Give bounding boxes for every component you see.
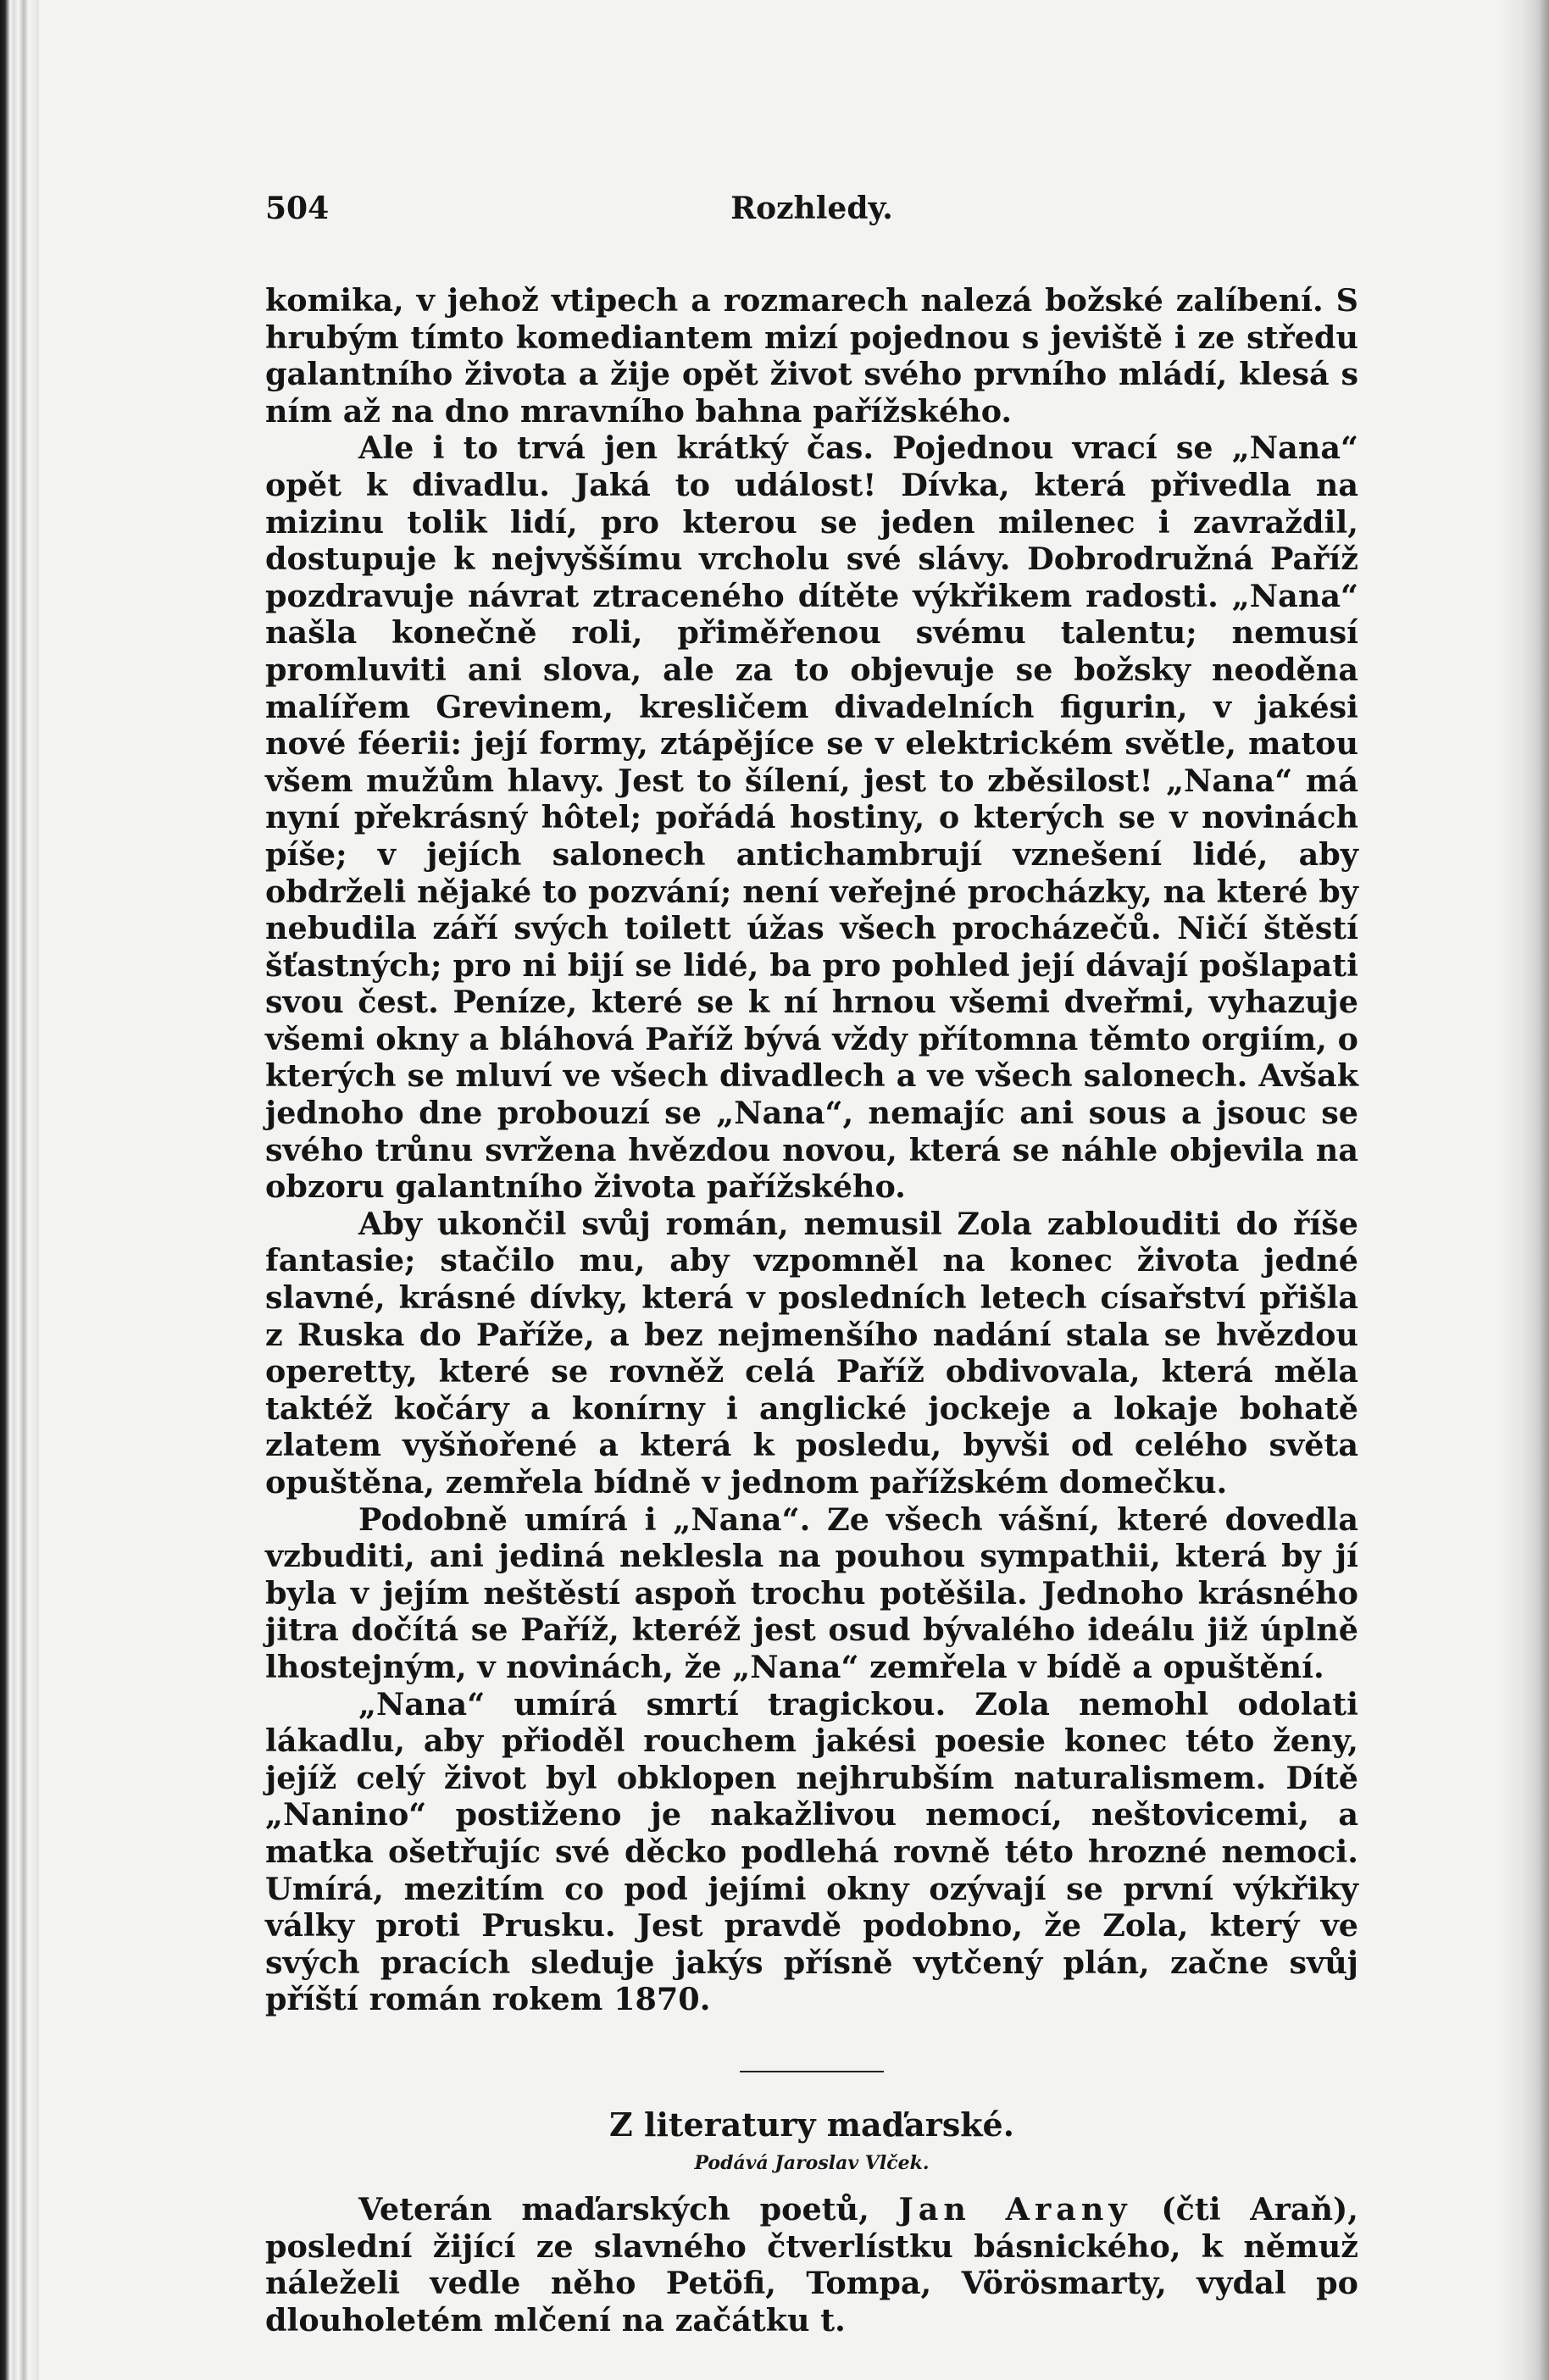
article-text <box>265 282 1358 2018</box>
paragraph-3: Aby ukončil svůj román, nemusil Zola zablouditi do říše fantasie; stačilo mu, aby vzpomněl na konec života jedné slavné, krásné dívky, která v posledních letech císařství přišla z Ruska do Paříže, a bez nejmenšího nadání stala se hvězdou operetty, které se rovněž celá Paříž obdivovala, která měla taktéž kočáry a konírny i anglické jockeje a lokaje bohatě zlatem vyšňořené a která k posledu, byvši od celého světa opuštěna, zemřela bídně v jednom pařížském domečku. <box>265 1205 1358 1501</box>
scan-binding-edge <box>0 0 39 2380</box>
scan-page-edge <box>1498 0 1549 2380</box>
page-number: 504 <box>265 191 330 226</box>
section-paragraph-1-start: Veterán maďarských poetů, <box>358 2190 899 2227</box>
book-page <box>265 191 1358 2338</box>
paragraph-1: komika, v jehož vtipech a rozmarech nalezá božské zalíbení. S hrubým tímto komediantem mizí pojednou s jeviště i ze středu galantního života a žije opět život svého prvního mládí, klesá s ním až na dno mravního bahna pařížského. <box>265 282 1358 430</box>
paragraph-2: Ale i to trvá jen krátký čas. Pojednou vrací se „Nana“ opět k divadlu. Jaká to událost! Dívka, která přivedla na mizinu tolik lidí, pro kterou se jeden milenec i zavraždil, dostupuje k nejvyššímu vrcholu své slávy. Dobrodružná Paříž pozdravuje návrat ztraceného dítěte výkřikem radosti. „Nana“ našla konečně roli, přiměřenou svému talentu; nemusí promluviti ani slova, ale za to objevuje se božsky neoděna malířem Grevinem, kresličem divadelních figurin, v jakési nové féerii: její formy, ztápějíce se v elektrickém světle, matou všem mužům hlavy. Jest to šílení, jest to zběsilost! „Nana“ má nyní překrásný hôtel; pořádá hostiny, o kterých se v novinách píše; v jejích salonech antichambrují vznešení lidé, aby obdrželi nějaké to pozvání; není veřejné procházky, na které by nebudila září svých toilett úžas všech procházečů. Ničí štěstí šťastných; pro ni bijí se lidé, ba pro pohled její dávají pošlapati svou čest. Peníze, které se k ní hrnou všemi dveřmi, vyhazuje všemi okny a bláhová Paříž bývá vždy přítomna těmto orgiím, o kterých se mluví ve všech divadlech a ve všech salonech. Avšak jednoho dne probouzí se „Nana“, nemajíc ani sous a jsouc se svého trůnu svržena hvězdou novou, která se náhle objevila na obzoru galantního života pařížského. <box>265 430 1358 1206</box>
paragraph-4: Podobně umírá i „Nana“. Ze všech vášní, které dovedla vzbuditi, ani jediná neklesla na pouhou sympathii, která by jí byla v jejím neštěstí aspoň trochu potěšila. Jednoho krásného jitra dočítá se Paříž, kteréž jest osud bývalého ideálu již úplně lhostejným, v novinách, že „Nana“ zemřela v bídě a opuštění. <box>265 1501 1358 1685</box>
section-paragraph-1 <box>265 2191 1358 2338</box>
paragraph-5: „Nana“ umírá smrtí tragickou. Zola nemohl odolati lákadlu, aby přioděl rouchem jakési poesie konec této ženy, jejíž celý život byl obklopen nejhrubším naturalismem. Dítě „Nanino“ postiženo je nakažlivou nemocí, neštovicemi, a matka ošetřujíc své děcko podlehá rovně této hrozné nemoci. Umírá, mezitím co pod jejími okny ozývají se první výkřiky války proti Prusku. Jest pravdě podobno, že Zola, který ve svých pracích sleduje jakýs přísně vytčený plán, začne svůj příští román rokem 1870. <box>265 1685 1358 2018</box>
section-byline: Podává Jaroslav Vlček. <box>694 2151 930 2174</box>
poet-name: Jan Arany <box>898 2190 1132 2227</box>
section-text <box>265 2191 1358 2338</box>
section-divider <box>740 2071 884 2072</box>
running-title: Rozhledy. <box>730 191 893 226</box>
running-head <box>265 191 1358 250</box>
section-title: Z literatury maďarské. <box>609 2105 1014 2144</box>
section-paragraph-1-rest: (čti Araň), poslední žijící ze slavného čtverlístku básnického, k němuž náleželi vedle něho Petöfi, Tompa, Vörösmarty, vydal po dlouholetém mlčení na začátku t. <box>265 2190 1358 2338</box>
